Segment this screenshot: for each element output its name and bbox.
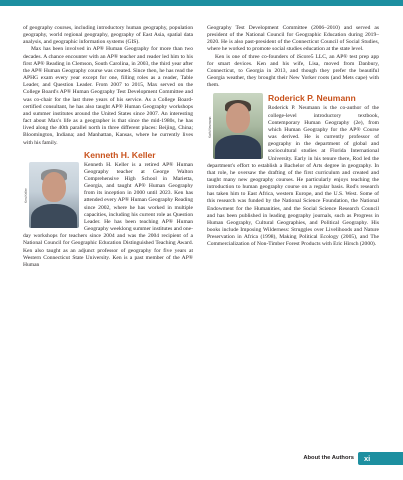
bio-paragraph: of geography courses, including introductory human geography, population geography, world regional geography, geography of East Asia, spatial data analysis, and geographic information systems (GIS). — [23, 25, 193, 46]
top-accent-bar — [0, 0, 403, 6]
bio-paragraph: Ken is one of three co-founders of iScore5 LLC, an AP® test prep app for smart devices. Ken and his wife, Lisa, moved from Danbury, Connecticut, to Georgia in 2013, and though they prefer the beautiful Georgia weather, they brought their New Yorker roots (and Mets cape) with them. — [207, 53, 379, 89]
bio-paragraph: Roderick P. Neumann is the co-author of the college-level introductory textbook, Contemporary Human Geography (2e), from which Human Geography for the AP® Course was derived. He is currently professor of geography in the department of global and sociocultural studies at Florida International University. Early in his tenure there, Rod led the department's effort to establish a Bachelor of Arts degree in geography. In that role, he oversaw the drafting of the first curriculum and created and taught many new geography courses. He particularly enjoys teaching the introduction to human geography course on a regular basis. Rod's research has taken him to East Africa, western Europe, and the U.S. West. Some of this research was funded by the National Science Foundation, the National Endowment for the Humanities, and the Social Science Research Council and has been published in leading geography journals, such as Progress in Human Geography, Cultural Geographies, and Political Geography. His books include Imposing Wilderness: Struggles over Livelihoods and Nature Preservation in Africa (1998), Making Political Ecology (2005), and The Commercialization of Non-Timber Forest Products with Eric Hirsch (2000). — [207, 105, 379, 248]
page-number: xi — [364, 454, 371, 463]
bio-paragraph: Max has been involved in AP® Human Geography for more than two decades. A chance encounter with an AP® teacher and reader led him to his first AP® Reading in Clemson, South Carolina, in 2003, the third year after the AP® Human Geography course was created. Since then, he has read the APHG exam every year except for one, filling roles as a reader, Table Leader, and Question Leader. From 2007 to 2015, Max served on the College Board's AP® Human Geography Test Development Committee and was co-chair for the last three years of his service. As a College Board-certified consultant, he has also taught AP® Human Geography workshops and summer institutes around the United States since 2007. An interesting fact about Max's life as a geographer is that since the mid-1980s, he has lived along the 40th parallel north in three different places: Beijing, China; Bloomington, Indiana; and Manhattan, Kansas, where he currently lives with his family. — [23, 46, 193, 146]
author-photo-keller — [23, 162, 79, 230]
portrait-image — [213, 93, 263, 159]
right-column — [207, 25, 379, 249]
page-number-tab — [358, 452, 403, 465]
photo-credit: Ken Keller — [24, 188, 28, 204]
section-label: About the Authors — [303, 455, 354, 461]
bio-paragraph: Kenneth H. Keller is a retired AP® Human Geography teacher at George Walton Comprehensive High School in Marietta, Georgia, and taught AP® Human Geography from its inception in 2000 until 2023. Ken has attended every AP® Human Geography Reading since 2002, where he has worked in multiple capacities, including his current role as Question Leader. He has been teaching AP® Human Geography weeklong summer institutes and one-day workshops for teachers since 2004 and was the 2004 recipient of a National Council for Geographic Education Distinguished Teaching Award. Ken also taught as an adjunct professor of geography for five years at Western Connecticut State University. Ken is a past member of the AP® Human — [23, 161, 193, 268]
portrait-image — [29, 162, 79, 228]
left-column — [23, 25, 193, 269]
author-name: Kenneth H. Keller — [84, 149, 156, 160]
bio-paragraph: Geography Test Development Committee (2006–2010) and served as president of the National Council for Geographic Education during 2019–2020. He is also past-president of the Connecticut Council of Social Studies, where he worked to promote social studies education at the state level. — [207, 25, 379, 53]
author-section-neumann — [207, 93, 379, 248]
page-footer — [0, 452, 403, 465]
author-name: Roderick P. Neumann — [268, 93, 356, 104]
author-photo-neumann — [207, 93, 263, 161]
photo-credit: Kath Neumann — [208, 116, 212, 139]
author-section-keller — [23, 150, 193, 269]
